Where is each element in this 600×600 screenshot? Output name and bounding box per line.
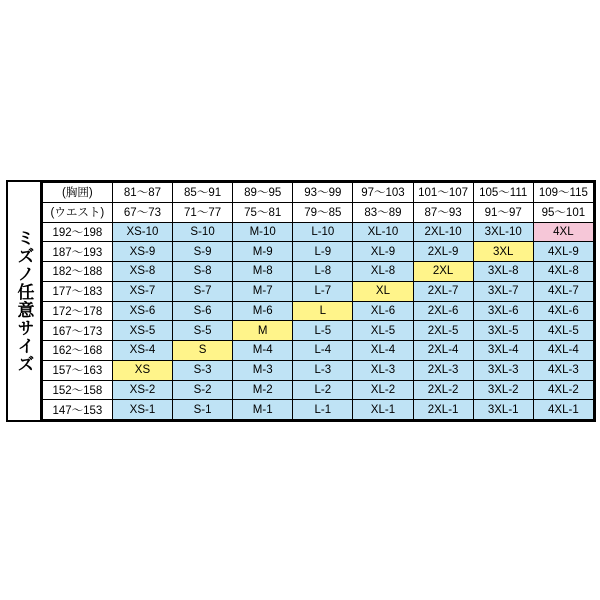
size-cell: XS-9 <box>112 242 172 262</box>
size-cell: S-7 <box>173 281 233 301</box>
header-range-cell: 79～85 <box>293 202 353 222</box>
size-cell: 2XL-3 <box>413 360 473 380</box>
size-cell: XL-5 <box>353 321 413 341</box>
size-cell: M-3 <box>233 360 293 380</box>
header-range-cell: 105～111 <box>473 183 533 203</box>
header-range-cell: 75～81 <box>233 202 293 222</box>
size-cell: M-10 <box>233 222 293 242</box>
table-row <box>42 222 593 242</box>
height-range-cell: 187～193 <box>42 242 112 262</box>
size-cell: 4XL-9 <box>533 242 593 262</box>
size-cell: 3XL <box>473 242 533 262</box>
table-row <box>42 341 593 361</box>
table-row <box>42 380 593 400</box>
size-cell: S-9 <box>173 242 233 262</box>
height-range-cell: 147～153 <box>42 400 112 420</box>
size-cell: XL-10 <box>353 222 413 242</box>
table-row <box>42 360 593 380</box>
size-cell: 2XL-10 <box>413 222 473 242</box>
size-cell: L-9 <box>293 242 353 262</box>
table-row <box>42 242 593 262</box>
size-cell: XS-5 <box>112 321 172 341</box>
size-cell: S-1 <box>173 400 233 420</box>
size-cell: XS-1 <box>112 400 172 420</box>
size-cell: XL-2 <box>353 380 413 400</box>
size-table-body <box>42 183 593 420</box>
size-cell: 3XL-2 <box>473 380 533 400</box>
size-cell: L <box>293 301 353 321</box>
size-cell: L-7 <box>293 281 353 301</box>
header-range-cell: 109～115 <box>533 183 593 203</box>
size-cell: L-8 <box>293 262 353 282</box>
height-range-cell: 192～198 <box>42 222 112 242</box>
size-cell: L-4 <box>293 341 353 361</box>
size-cell: M-2 <box>233 380 293 400</box>
header-row-label: (ウエスト) <box>42 202 112 222</box>
size-cell: M-4 <box>233 341 293 361</box>
size-cell: XS-2 <box>112 380 172 400</box>
header-row <box>42 183 593 203</box>
size-cell: 2XL-7 <box>413 281 473 301</box>
height-range-cell: 177～183 <box>42 281 112 301</box>
header-range-cell: 85～91 <box>173 183 233 203</box>
header-range-cell: 71～77 <box>173 202 233 222</box>
size-cell: S-8 <box>173 262 233 282</box>
size-cell: 4XL-8 <box>533 262 593 282</box>
size-cell: 2XL-5 <box>413 321 473 341</box>
size-cell: M <box>233 321 293 341</box>
size-cell: 4XL-4 <box>533 341 593 361</box>
size-cell: M-6 <box>233 301 293 321</box>
size-cell: S-5 <box>173 321 233 341</box>
size-chart <box>6 180 596 422</box>
size-cell: M-7 <box>233 281 293 301</box>
table-row <box>42 262 593 282</box>
size-cell: 4XL <box>533 222 593 242</box>
size-cell: L-1 <box>293 400 353 420</box>
size-cell: 2XL-4 <box>413 341 473 361</box>
size-cell: XS-6 <box>112 301 172 321</box>
size-cell: XS <box>112 360 172 380</box>
side-title: ミズノ任意サイズ <box>13 229 34 373</box>
header-row <box>42 202 593 222</box>
header-range-cell: 97～103 <box>353 183 413 203</box>
table-row <box>42 400 593 420</box>
table-row <box>42 321 593 341</box>
size-cell: XS-7 <box>112 281 172 301</box>
size-cell: 3XL-4 <box>473 341 533 361</box>
size-cell: XL <box>353 281 413 301</box>
size-table <box>42 182 594 420</box>
side-title-cell <box>8 182 42 420</box>
height-range-cell: 162～168 <box>42 341 112 361</box>
size-cell: L-10 <box>293 222 353 242</box>
height-range-cell: 157～163 <box>42 360 112 380</box>
header-row-label: (胸囲) <box>42 183 112 203</box>
size-cell: 4XL-3 <box>533 360 593 380</box>
size-cell: XL-3 <box>353 360 413 380</box>
size-cell: L-5 <box>293 321 353 341</box>
size-cell: XL-1 <box>353 400 413 420</box>
header-range-cell: 87～93 <box>413 202 473 222</box>
table-row <box>42 281 593 301</box>
size-cell: 4XL-7 <box>533 281 593 301</box>
height-range-cell: 172～178 <box>42 301 112 321</box>
size-cell: XS-4 <box>112 341 172 361</box>
size-cell: 3XL-10 <box>473 222 533 242</box>
size-cell: 4XL-1 <box>533 400 593 420</box>
size-cell: 4XL-6 <box>533 301 593 321</box>
size-cell: M-9 <box>233 242 293 262</box>
height-range-cell: 152～158 <box>42 380 112 400</box>
size-cell: M-8 <box>233 262 293 282</box>
size-cell: 3XL-1 <box>473 400 533 420</box>
size-cell: S-10 <box>173 222 233 242</box>
header-range-cell: 95～101 <box>533 202 593 222</box>
header-range-cell: 81～87 <box>112 183 172 203</box>
size-cell: XS-8 <box>112 262 172 282</box>
size-cell: S <box>173 341 233 361</box>
size-cell: 4XL-5 <box>533 321 593 341</box>
size-cell: L-3 <box>293 360 353 380</box>
size-cell: 3XL-7 <box>473 281 533 301</box>
header-range-cell: 83～89 <box>353 202 413 222</box>
height-range-cell: 167～173 <box>42 321 112 341</box>
size-cell: XL-9 <box>353 242 413 262</box>
header-range-cell: 91～97 <box>473 202 533 222</box>
size-cell: XL-8 <box>353 262 413 282</box>
header-range-cell: 89～95 <box>233 183 293 203</box>
size-cell: 2XL <box>413 262 473 282</box>
size-cell: 3XL-6 <box>473 301 533 321</box>
header-range-cell: 93～99 <box>293 183 353 203</box>
size-cell: 2XL-2 <box>413 380 473 400</box>
size-cell: S-6 <box>173 301 233 321</box>
size-cell: 3XL-3 <box>473 360 533 380</box>
size-cell: 3XL-5 <box>473 321 533 341</box>
size-cell: M-1 <box>233 400 293 420</box>
size-cell: 2XL-6 <box>413 301 473 321</box>
size-cell: L-2 <box>293 380 353 400</box>
size-cell: 3XL-8 <box>473 262 533 282</box>
table-row <box>42 301 593 321</box>
size-cell: XL-6 <box>353 301 413 321</box>
height-range-cell: 182～188 <box>42 262 112 282</box>
size-cell: XL-4 <box>353 341 413 361</box>
size-cell: S-2 <box>173 380 233 400</box>
header-range-cell: 67～73 <box>112 202 172 222</box>
size-cell: S-3 <box>173 360 233 380</box>
size-cell: 2XL-1 <box>413 400 473 420</box>
size-cell: 2XL-9 <box>413 242 473 262</box>
size-cell: XS-10 <box>112 222 172 242</box>
size-cell: 4XL-2 <box>533 380 593 400</box>
header-range-cell: 101～107 <box>413 183 473 203</box>
